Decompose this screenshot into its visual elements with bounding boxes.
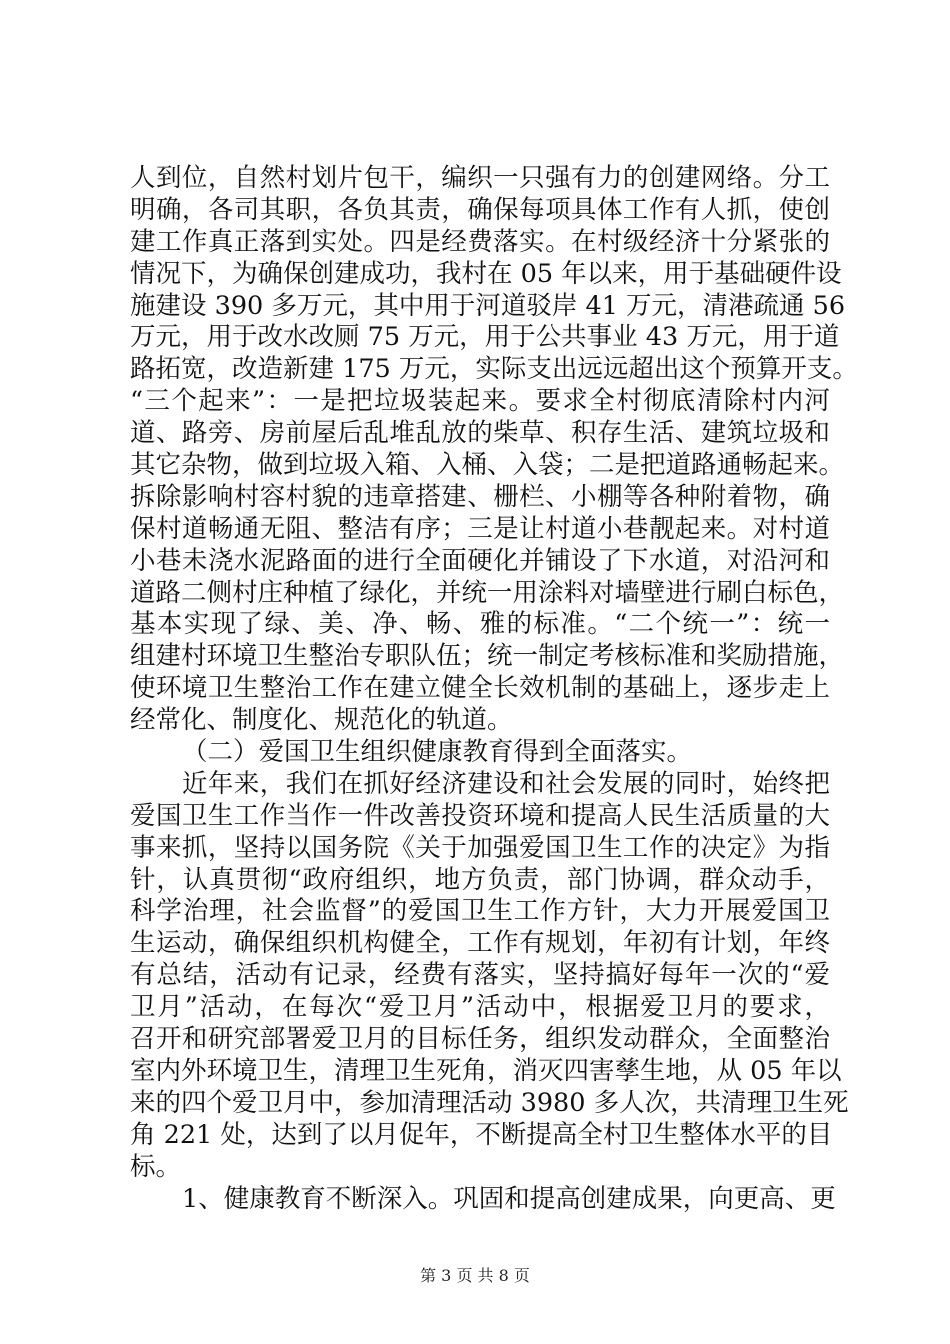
text-line: 施建设 390 多万元，其中用于河道驳岸 41 万元，清港疏通 56 — [130, 290, 846, 321]
text-line: “三个起来”：一是把垃圾装起来。要求全村彻底清除村内河 — [130, 386, 830, 417]
text-line: 事来抓，坚持以国务院《关于加强爱国卫生工作的决定》为指 — [130, 832, 830, 863]
text-line: 室内外环境卫生，清理卫生死角，消灭四害孳生地，从 05 年以 — [130, 1055, 842, 1086]
text-line: 基本实现了绿、美、净、畅、雅的标准。“二个统一”：统一 — [130, 609, 830, 640]
text-line: 建工作真正落到实处。四是经费落实。在村级经济十分紧张的 — [130, 226, 830, 257]
text-line: 情况下，为确保创建成功，我村在 05 年以来，用于基础硬件设 — [130, 258, 842, 289]
text-line: 明确，各司其职，各负其责，确保每项具体工作有人抓，使创 — [130, 194, 830, 225]
text-line: 来的四个爱卫月中，参加清理活动 3980 多人次，共清理卫生死 — [130, 1087, 849, 1118]
text-line: 卫月”活动，在每次“爱卫月”活动中，根据爱卫月的要求， — [130, 992, 830, 1023]
text-line: 生运动，确保组织机构健全，工作有规划，年初有计划，年终 — [130, 928, 830, 959]
text-line: 其它杂物，做到垃圾入箱、入桶、入袋；二是把道路通畅起来。 — [130, 450, 845, 481]
text-line: 针，认真贯彻“政府组织，地方负责，部门协调，群众动手， — [130, 864, 830, 895]
text-line: 拆除影响村容村貌的违章搭建、栅栏、小棚等各种附着物，确 — [130, 481, 830, 512]
text-line: 经常化、制度化、规范化的轨道。 — [130, 705, 513, 736]
text-line: 道、路旁、房前屋后乱堆乱放的柴草、积存生活、建筑垃圾和 — [130, 418, 830, 449]
text-line: 召开和研究部署爱卫月的目标任务，组织发动群众，全面整治 — [130, 1024, 830, 1055]
text-line: 角 221 处，达到了以月促年，不断提高全村卫生整体水平的目 — [130, 1119, 833, 1150]
text-line: 标。 — [130, 1151, 182, 1182]
text-line: 近年来，我们在抓好经济建设和社会发展的同时，始终把 — [182, 768, 830, 799]
text-line: 有总结，活动有记录，经费有落实，坚持搞好每年一次的“爱 — [130, 960, 830, 991]
text-line: 人到位，自然村划片包干，编织一只强有力的创建网络。分工 — [130, 163, 830, 193]
text-line: 万元，用于改水改厕 75 万元，用于公共事业 43 万元，用于道 — [130, 322, 840, 353]
body-text — [130, 163, 858, 1215]
text-line: 保村道畅通无阻、整洁有序；三是让村道小巷靓起来。对村道 — [130, 513, 830, 544]
text-line: 1、健康教育不断深入。巩固和提高创建成果，向更高、更 — [182, 1183, 836, 1214]
text-line: 组建村环境卫生整治专职队伍；统一制定考核标准和奖励措施， — [130, 641, 845, 672]
text-line: 使环境卫生整治工作在建立健全长效机制的基础上，逐步走上 — [130, 673, 830, 704]
text-line: 科学治理，社会监督”的爱国卫生工作方针，大力开展爱国卫 — [130, 896, 830, 927]
text-line: 爱国卫生工作当作一件改善投资环境和提高人民生活质量的大 — [130, 800, 830, 831]
page-footer: 第 3 页 共 8 页 — [420, 1266, 530, 1285]
text-line: 路拓宽，改造新建 175 万元，实际支出远远超出这个预算开支。 — [130, 354, 858, 385]
text-line: 小巷未浇水泥路面的进行全面硬化并铺设了下水道，对沿河和 — [130, 545, 830, 576]
text-line: （二）爱国卫生组织健康教育得到全面落实。 — [182, 737, 693, 768]
text-line: 道路二侧村庄种植了绿化，并统一用涂料对墙壁进行刷白标色， — [130, 577, 845, 608]
